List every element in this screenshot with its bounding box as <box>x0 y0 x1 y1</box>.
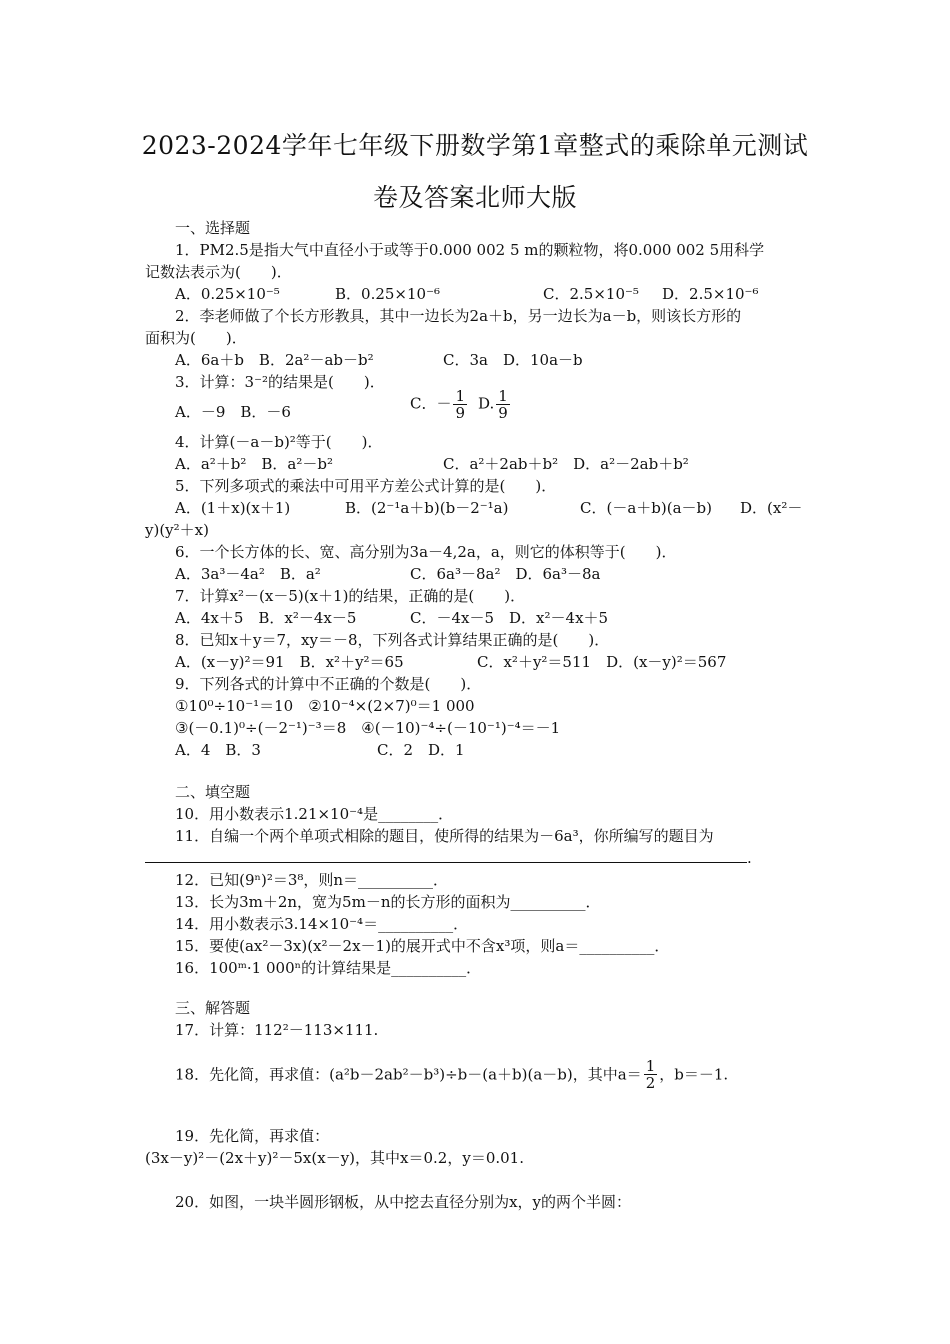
question-2-options-cd: C．3a D．10a－b <box>443 351 583 369</box>
question-3-option-c-label: C．－ <box>410 394 452 413</box>
fraction-numerator: 1 <box>455 387 466 405</box>
question-12: 12．已知(9ⁿ)²＝3⁸，则n＝__________． <box>175 871 449 889</box>
question-6-options-ab: A．3a³－4a² B．a² <box>175 565 321 583</box>
question-17: 17．计算：112²－113×111. <box>175 1021 379 1039</box>
fraction-numerator: 1 <box>645 1057 656 1075</box>
fraction-denominator: 9 <box>498 404 508 422</box>
question-11-end: . <box>747 849 752 867</box>
question-19-line2: (3x－y)²－(2x＋y)²－5x(x－y)，其中x＝0.2，y＝0.01. <box>145 1149 524 1167</box>
question-6-options-cd: C．6a³－8a² D．6a³－8a <box>410 565 601 583</box>
question-4: 4．计算(－a－b)²等于( )． <box>175 433 383 451</box>
question-14: 14．用小数表示3.14×10⁻⁴＝__________． <box>175 915 469 933</box>
fraction-one-half <box>644 1058 658 1091</box>
question-5-option-b: B．(2⁻¹a＋b)(b－2⁻¹a) <box>345 499 509 517</box>
question-19-line1: 19．先化简，再求值： <box>175 1127 330 1145</box>
question-1-line2: 记数法表示为( )． <box>145 263 292 281</box>
question-1-option-b: B．0.25×10⁻⁶ <box>335 285 441 303</box>
question-4-options-ab: A．a²＋b² B．a²－b² <box>175 455 333 473</box>
question-2-line1: 2．李老师做了个长方形教具，其中一边长为2a＋b，另一边长为a－b，则该长方形的 <box>175 307 742 325</box>
section-heading-solve: 三、解答题 <box>175 999 251 1017</box>
answer-blank <box>145 848 747 863</box>
question-3: 3．计算：3⁻²的结果是( )． <box>175 373 385 391</box>
question-9-options-ab: A．4 B．3 <box>175 741 261 759</box>
question-7: 7．计算x²－(x－5)(x＋1)的结果，正确的是( )． <box>175 587 526 605</box>
question-13: 13．长为3m＋2n，宽为5m－n的长方形的面积为__________． <box>175 893 601 911</box>
question-4-options-cd: C．a²＋2ab＋b² D．a²－2ab＋b² <box>443 455 689 473</box>
question-5-option-d: D．(x²－ <box>740 499 803 517</box>
question-18-condition: ，b＝－1. <box>659 1065 729 1084</box>
question-5: 5．下列多项式的乘法中可用平方差公式计算的是( )． <box>175 477 557 495</box>
question-2-line2: 面积为( )． <box>145 329 247 347</box>
section-heading-choice: 一、选择题 <box>175 219 251 237</box>
question-6: 6．一个长方体的长、宽、高分别为3a－4,2a，a，则它的体积等于( )． <box>175 543 677 561</box>
question-1-option-d: D．2.5×10⁻⁶ <box>662 285 759 303</box>
question-9-statements-1-2: ①10⁰÷10⁻¹＝10 ②10⁻⁴×(2×7)⁰＝1 000 <box>175 697 475 715</box>
question-11-answer-line <box>145 848 752 868</box>
question-1-line1: 1．PM2.5是指大气中直径小于或等于0.000 002 5 m的颗粒物，将0.000 002 5用科学 <box>175 241 765 259</box>
fraction-one-ninth <box>453 388 467 421</box>
question-3-options-ab: A．－9 B．－6 <box>175 403 291 421</box>
question-20: 20．如图，一块半圆形钢板，从中挖去直径分别为x，y的两个半圆： <box>175 1193 632 1211</box>
question-16: 16．100ᵐ·1 000ⁿ的计算结果是__________． <box>175 959 482 977</box>
fraction-denominator: 9 <box>455 404 466 422</box>
question-3-option-d-label: D. <box>478 394 495 413</box>
question-18-text: 18．先化简，再求值：(a²b－2ab²－b³)÷b－(a＋b)(a－b)，其中a＝ <box>175 1065 642 1084</box>
question-8-options-ab: A．(x－y)²＝91 B．x²＋y²＝65 <box>175 653 404 671</box>
question-8: 8．已知x＋y＝7，xy＝－8，下列各式计算结果正确的是( )． <box>175 631 610 649</box>
question-9: 9．下列各式的计算中不正确的个数是( )． <box>175 675 482 693</box>
question-7-options-ab: A．4x＋5 B．x²－4x－5 <box>175 609 357 627</box>
fraction-numerator: 1 <box>498 387 508 405</box>
question-2-options-ab: A．6a＋b B．2a²－ab－b² <box>175 351 374 369</box>
question-15: 15．要使(ax²－3x)(x²－2x－1)的展开式中不含x³项，则a＝__________． <box>175 937 670 955</box>
question-5-option-d-cont: y)(y²＋x) <box>145 521 209 539</box>
question-9-options-cd: C．2 D．1 <box>377 741 465 759</box>
fraction-one-ninth <box>496 388 510 421</box>
question-5-option-c: C．(－a＋b)(a－b) <box>580 499 712 517</box>
fraction-denominator: 2 <box>645 1074 656 1092</box>
section-heading-fill: 二、填空题 <box>175 783 251 801</box>
question-5-option-a: A．(1＋x)(x＋1) <box>175 499 291 517</box>
question-11: 11．自编一个两个单项式相除的题目，使所得的结果为－6a³，你所编写的题目为 <box>175 827 714 845</box>
question-18 <box>175 1058 728 1091</box>
question-1-option-a: A．0.25×10⁻⁵ <box>175 285 280 303</box>
question-7-options-cd: C．－4x－5 D．x²－4x＋5 <box>410 609 609 627</box>
question-3-option-d <box>478 388 512 421</box>
question-10: 10．用小数表示1.21×10⁻⁴是________． <box>175 805 454 823</box>
question-1-option-c: C．2.5×10⁻⁵ <box>543 285 639 303</box>
question-9-statements-3-4: ③(－0.1)⁰÷(－2⁻¹)⁻³＝8 ④(－10)⁻⁴÷(－10⁻¹)⁻⁴＝－1 <box>175 719 561 737</box>
document-title-line1: 2023-2024学年七年级下册数学第1章整式的乘除单元测试 <box>141 131 809 160</box>
question-8-options-cd: C．x²＋y²＝511 D．(x－y)²＝567 <box>477 653 727 671</box>
question-3-option-c <box>410 388 469 421</box>
document-title-line2: 卷及答案北师大版 <box>372 183 577 212</box>
